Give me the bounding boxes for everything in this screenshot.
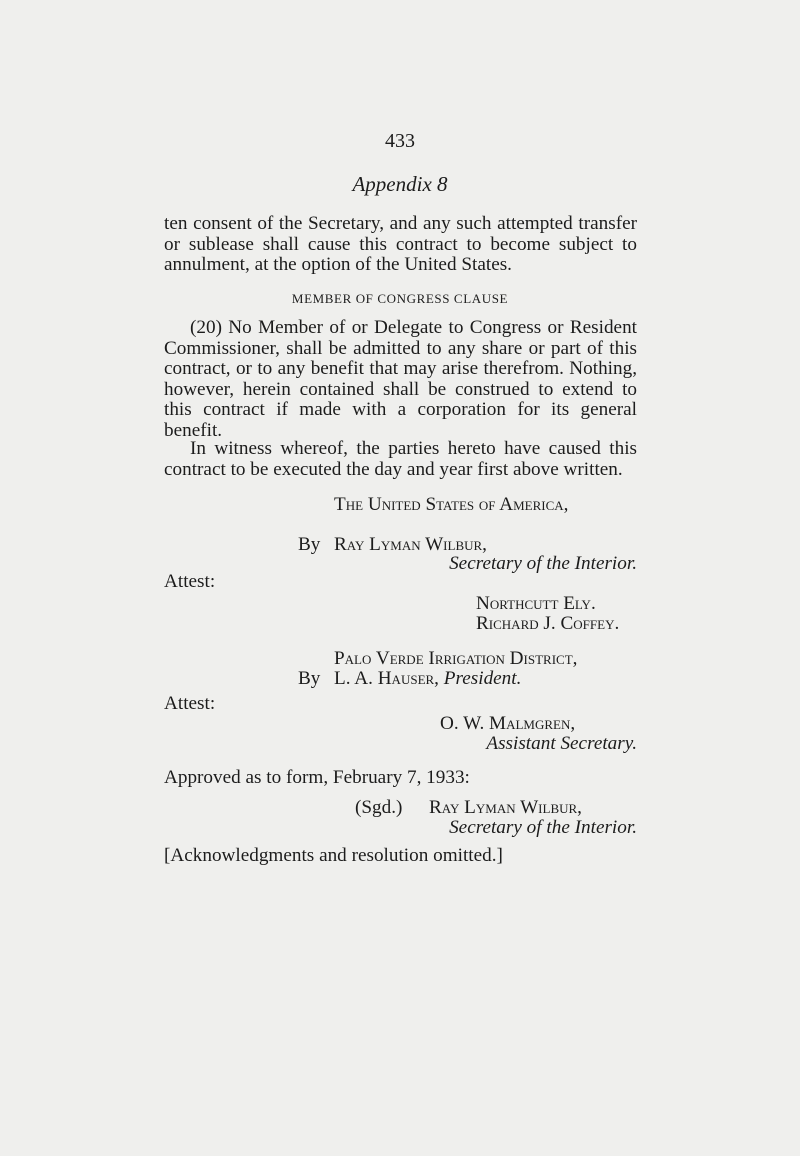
secretary-title: Secretary of the Interior. [449,553,637,574]
by-label-1: By [298,534,321,555]
president-name: L. A. Hauser, [334,668,439,689]
by-label-2: By [298,668,321,689]
attester-1: Northcutt Ely. [476,593,596,614]
attest-label-1: Attest: [164,571,216,592]
continued-paragraph: ten consent of the Secretary, and any such attempted transfer or sublease shall cause this contract to become subject to annulment, at the option of the United States. [164,213,637,276]
approval-name: Ray Lyman Wilbur, [429,797,582,818]
sgd-label: (Sgd.) [355,797,403,818]
attester-2: Richard J. Coffey. [476,613,620,634]
united-states-party: The United States of America, [334,494,569,515]
approval-text: Approved as to form, February 7, 1933: [164,767,470,788]
president-title: President. [443,668,522,689]
approval-title: Secretary of the Interior. [449,817,637,838]
section-heading: MEMBER OF CONGRESS CLAUSE [291,291,509,306]
district-party: Palo Verde Irrigation District, [334,648,578,669]
page-number: 433 [385,130,415,152]
attest-label-2: Attest: [164,693,216,714]
closing-note: [Acknowledgments and resolution omitted.] [164,845,503,866]
secretary-name: Ray Lyman Wilbur, [334,534,487,555]
assistant-name: O. W. Malmgren, [440,713,576,734]
assistant-title: Assistant Secretary. [486,733,637,754]
clause-paragraph: (20) No Member of or Delegate to Congress or Resident Commissioner, shall be admitted to any share or part of this contract, or to any benefit that may arise therefrom. Nothing, however, herein contained shall be construed to extend to this contract if made with a corporation for its general benefit. [164,317,637,441]
president-line [334,668,521,690]
witness-paragraph: In witness whereof, the parties hereto have caused this contract to be executed the day and year first above written. [164,438,637,480]
appendix-title: Appendix 8 [352,172,448,196]
